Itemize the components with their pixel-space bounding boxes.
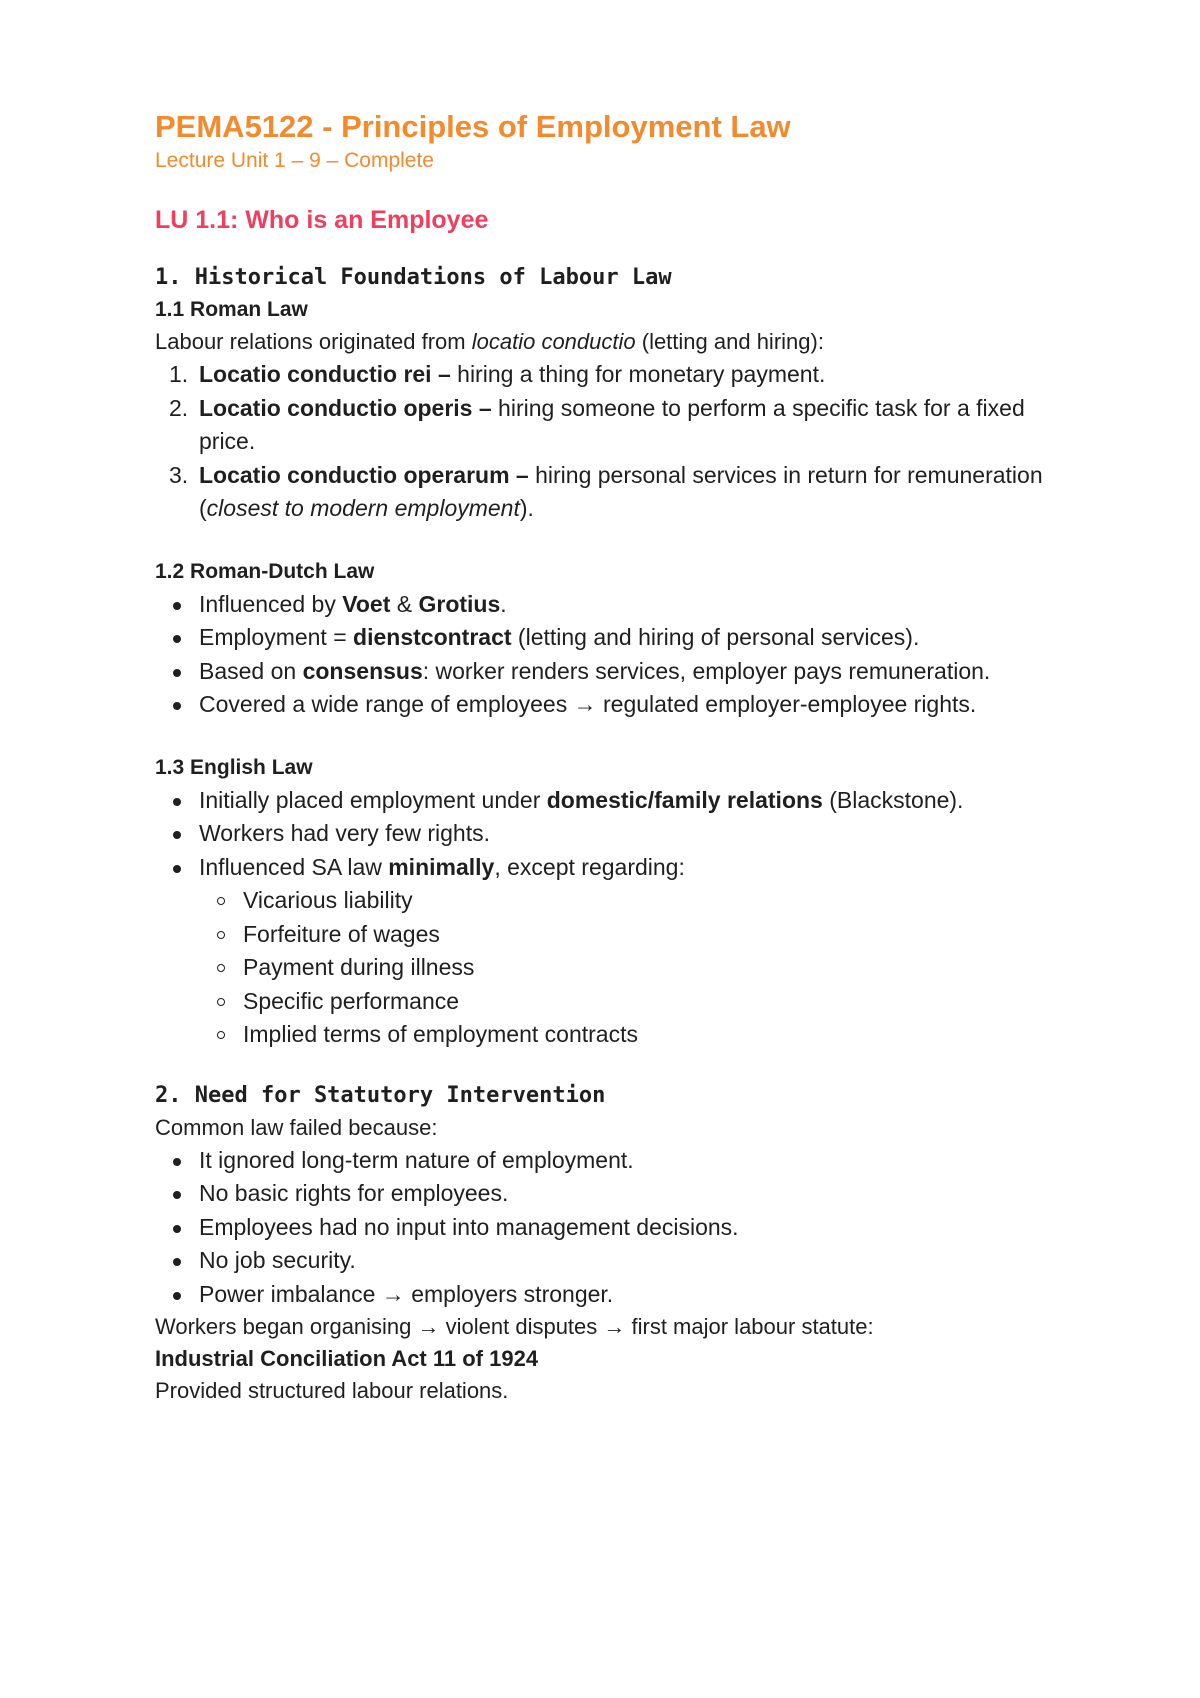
bullet-icon xyxy=(173,1191,181,1199)
circle-bullet-icon xyxy=(217,897,225,905)
circle-bullet-icon xyxy=(217,1031,225,1039)
list-item: 1. Locatio conductio rei – hiring a thing for monetary payment. xyxy=(169,361,826,387)
list-item: Initially placed employment under domestic/family relations (Blackstone). xyxy=(155,784,1075,818)
page-subtitle: Lecture Unit 1 – 9 – Complete xyxy=(155,149,434,172)
sublist-item: Vicarious liability xyxy=(155,884,1075,918)
list-item: No job security. xyxy=(155,1244,1075,1278)
list-item: Power imbalance → employers stronger. xyxy=(155,1278,1075,1312)
section-2-heading: 2. Need for Statutory Intervention xyxy=(155,1082,606,1108)
list-item: Covered a wide range of employees → regulated employer-employee rights. xyxy=(155,688,1075,722)
circle-bullet-icon xyxy=(217,998,225,1006)
document-content xyxy=(155,108,1075,1407)
sublist-item: Specific performance xyxy=(155,985,1075,1019)
roman-dutch-law-list xyxy=(155,588,1075,722)
sublist-item: Implied terms of employment contracts xyxy=(155,1018,1075,1052)
list-item: Based on consensus: worker renders services, employer pays remuneration. xyxy=(155,655,1075,689)
bullet-icon xyxy=(173,602,181,610)
bullet-icon xyxy=(173,865,181,873)
list-item: Employees had no input into management decisions. xyxy=(155,1211,1075,1245)
circle-bullet-icon xyxy=(217,931,225,939)
list-item: Influenced SA law minimally, except regarding: xyxy=(155,851,1075,885)
bullet-icon xyxy=(173,1292,181,1300)
roman-dutch-law-heading: 1.2 Roman-Dutch Law xyxy=(155,559,375,583)
bullet-icon xyxy=(173,1258,181,1266)
list-item: No basic rights for employees. xyxy=(155,1177,1075,1211)
sublist-item: Forfeiture of wages xyxy=(155,918,1075,952)
act-name: Industrial Conciliation Act 11 of 1924 xyxy=(155,1346,539,1371)
list-item: Employment = dienstcontract (letting and hiring of personal services). xyxy=(155,621,1075,655)
sublist-item: Payment during illness xyxy=(155,951,1075,985)
section-1-heading: 1. Historical Foundations of Labour Law xyxy=(155,265,672,290)
bullet-icon xyxy=(173,1225,181,1233)
list-item: It ignored long-term nature of employment. xyxy=(155,1144,1075,1178)
lecture-unit-heading: LU 1.1: Who is an Employee xyxy=(155,206,489,234)
circle-bullet-icon xyxy=(217,964,225,972)
bullet-icon xyxy=(173,831,181,839)
english-law-sublist xyxy=(155,884,1075,1052)
bullet-icon xyxy=(173,798,181,806)
list-item: Influenced by Voet & Grotius. xyxy=(155,588,1075,622)
section-2-intro: Common law failed because: xyxy=(155,1114,438,1140)
list-item: 2. Locatio conductio operis – hiring someone to perform a specific task for a fixed price. xyxy=(169,394,1025,454)
list-item: 3. Locatio conductio operarum – hiring personal services in return for remuneration (closest to modern employment). xyxy=(169,461,1043,521)
workers-organising-text: Workers began organising → violent disputes → first major labour statute: xyxy=(155,1314,874,1339)
statutory-intervention-list xyxy=(155,1144,1075,1312)
bullet-icon xyxy=(173,1158,181,1166)
english-law-list xyxy=(155,784,1075,885)
list-item: Workers had very few rights. xyxy=(155,817,1075,851)
bullet-icon xyxy=(173,702,181,710)
english-law-heading: 1.3 English Law xyxy=(155,755,313,779)
bullet-icon xyxy=(173,669,181,677)
roman-law-heading: 1.1 Roman Law xyxy=(155,298,308,321)
bullet-icon xyxy=(173,635,181,643)
structured-relations-text: Provided structured labour relations. xyxy=(155,1378,509,1403)
roman-law-intro: Labour relations originated from locatio conductio (letting and hiring): xyxy=(155,329,824,354)
page-title: PEMA5122 - Principles of Employment Law xyxy=(155,109,791,144)
roman-law-list xyxy=(155,358,1075,526)
